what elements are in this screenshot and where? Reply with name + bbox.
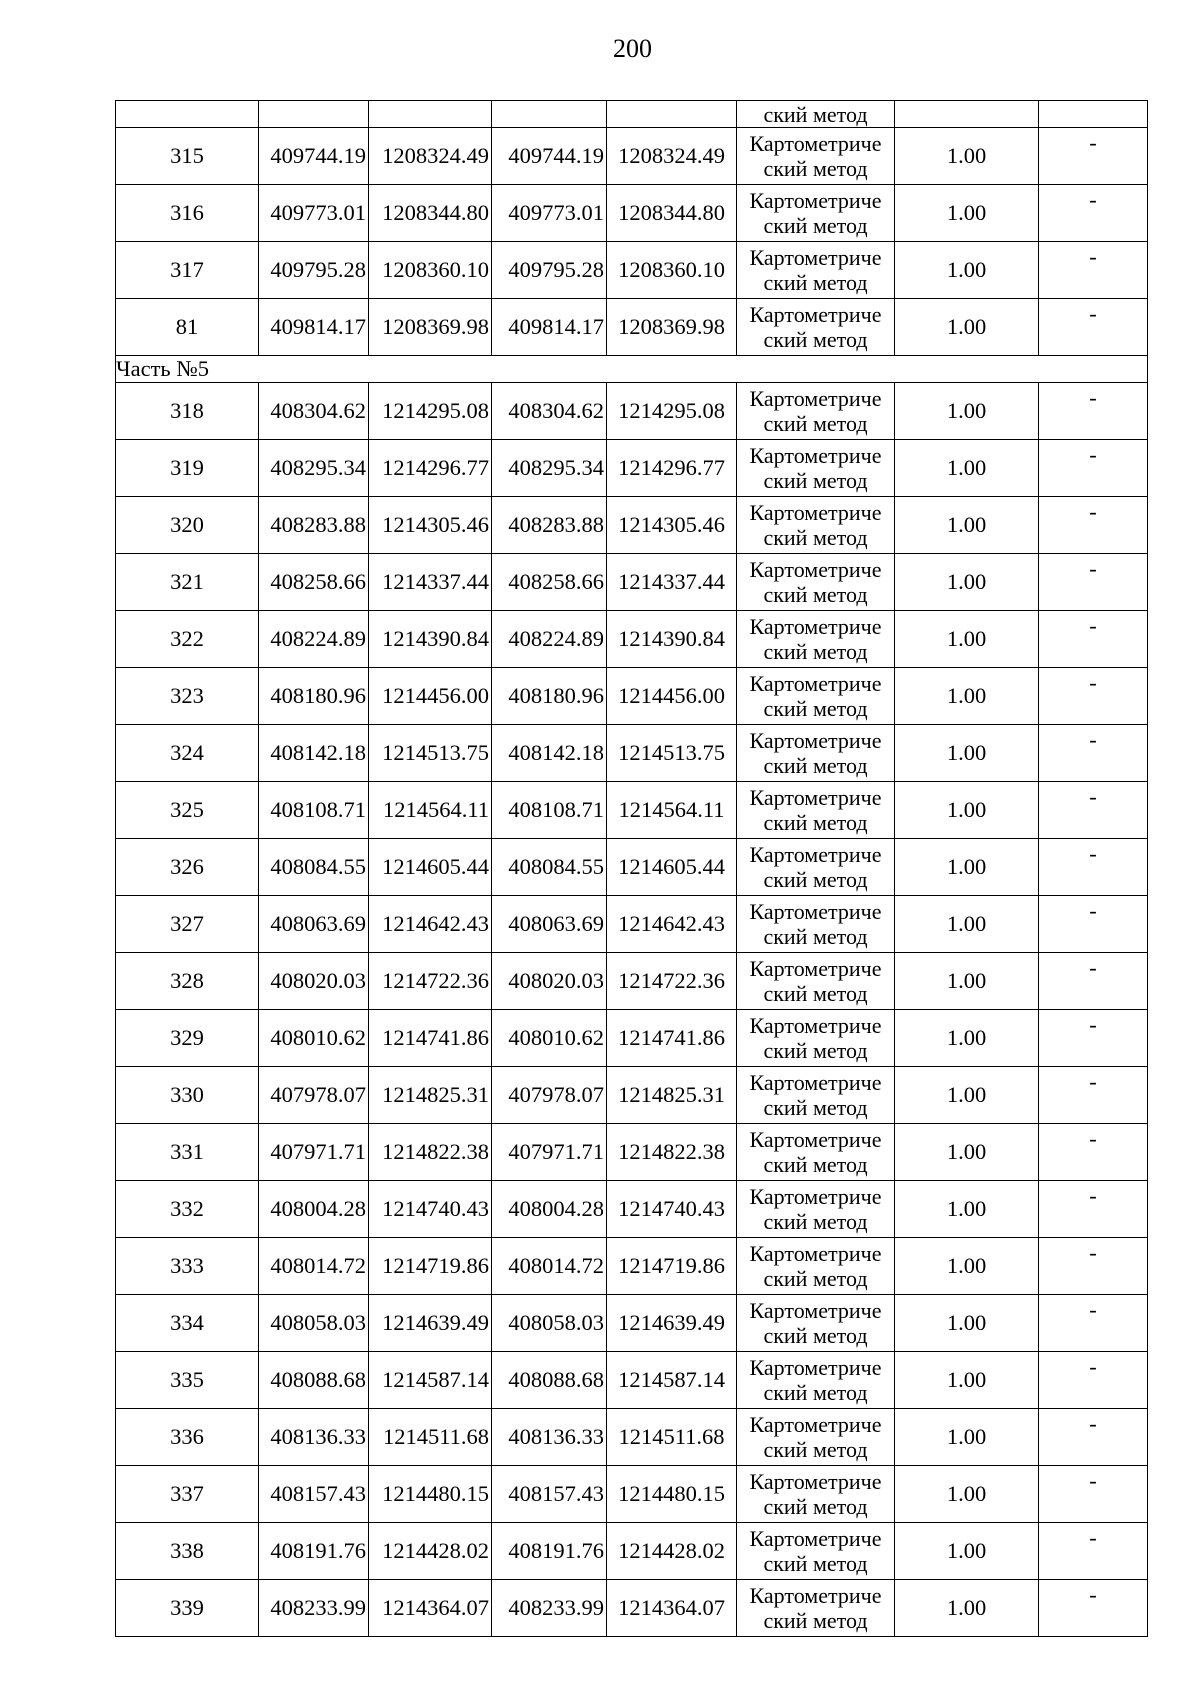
table-row — [116, 128, 1148, 185]
method-line-1: Картометриче — [749, 1298, 882, 1323]
y1-cell: 1214741.86 — [369, 1010, 492, 1067]
table-body — [116, 101, 1148, 1637]
note-cell: - — [1039, 1523, 1148, 1580]
point-number-cell: 321 — [116, 554, 259, 611]
x1-cell: 408020.03 — [259, 953, 369, 1010]
method-line-2: ский метод — [763, 1209, 868, 1234]
y2-cell: 1208324.49 — [607, 128, 737, 185]
x1-cell: 408304.62 — [259, 383, 369, 440]
accuracy-cell: 1.00 — [895, 668, 1039, 725]
method-line-1: Картометриче — [749, 1355, 882, 1380]
method-line-2: ский метод — [763, 1551, 868, 1576]
method-cell — [737, 128, 895, 185]
point-number-cell: 318 — [116, 383, 259, 440]
note-cell: - — [1039, 1295, 1148, 1352]
y2-cell: 1214390.84 — [607, 611, 737, 668]
y1-cell: 1214513.75 — [369, 725, 492, 782]
x1-cell: 408010.62 — [259, 1010, 369, 1067]
accuracy-cell: 1.00 — [895, 1295, 1039, 1352]
method-line-1: Картометриче — [749, 1127, 882, 1152]
method-line-2: ский метод — [763, 411, 868, 436]
point-number-cell: 334 — [116, 1295, 259, 1352]
x2-cell: 408136.33 — [492, 1409, 607, 1466]
x1-cell: 408283.88 — [259, 497, 369, 554]
table-row — [116, 440, 1148, 497]
note-cell: - — [1039, 1124, 1148, 1181]
method-cell — [737, 1067, 895, 1124]
continuation-row — [116, 101, 1148, 128]
method-line-1: Картометриче — [749, 188, 882, 213]
y2-cell: 1214722.36 — [607, 953, 737, 1010]
method-cell — [737, 1124, 895, 1181]
note-cell: - — [1039, 383, 1148, 440]
x1-cell: 408014.72 — [259, 1238, 369, 1295]
accuracy-cell: 1.00 — [895, 953, 1039, 1010]
x1-cell: 408084.55 — [259, 839, 369, 896]
y2-cell: 1214642.43 — [607, 896, 737, 953]
part-heading: Часть №5 — [116, 356, 1148, 383]
method-line-1: Картометриче — [749, 614, 882, 639]
x2-cell: 408088.68 — [492, 1352, 607, 1409]
accuracy-cell: 1.00 — [895, 242, 1039, 299]
table-row — [116, 896, 1148, 953]
method-cell — [737, 383, 895, 440]
point-number-cell: 326 — [116, 839, 259, 896]
method-cell — [737, 782, 895, 839]
method-line-2: ский метод — [763, 156, 868, 181]
method-cell — [737, 440, 895, 497]
method-cell — [737, 896, 895, 953]
method-line-1: Картометриче — [749, 671, 882, 696]
point-number-cell: 331 — [116, 1124, 259, 1181]
accuracy-cell: 1.00 — [895, 554, 1039, 611]
method-line-1: Картометриче — [749, 785, 882, 810]
note-cell: - — [1039, 440, 1148, 497]
note-cell: - — [1039, 668, 1148, 725]
method-cell — [737, 1295, 895, 1352]
accuracy-cell: 1.00 — [895, 1352, 1039, 1409]
accuracy-cell: 1.00 — [895, 611, 1039, 668]
method-line-2: ский метод — [763, 696, 868, 721]
method-line-1: Картометриче — [749, 1583, 882, 1608]
x2-cell: 408058.03 — [492, 1295, 607, 1352]
method-cell — [737, 497, 895, 554]
x2-cell: 408157.43 — [492, 1466, 607, 1523]
accuracy-cell: 1.00 — [895, 782, 1039, 839]
y1-cell: 1208369.98 — [369, 299, 492, 356]
point-number-cell: 329 — [116, 1010, 259, 1067]
point-number-cell: 338 — [116, 1523, 259, 1580]
note-cell: - — [1039, 1580, 1148, 1637]
method-line-2: ский метод — [763, 1437, 868, 1462]
x1-cell: 409744.19 — [259, 128, 369, 185]
x1-cell: 409795.28 — [259, 242, 369, 299]
y1-cell: 1214639.49 — [369, 1295, 492, 1352]
y1-cell: 1214480.15 — [369, 1466, 492, 1523]
note-cell: - — [1039, 1067, 1148, 1124]
table-row — [116, 1466, 1148, 1523]
y2-cell: 1214513.75 — [607, 725, 737, 782]
accuracy-cell: 1.00 — [895, 1181, 1039, 1238]
x1-cell: 408191.76 — [259, 1523, 369, 1580]
point-number-cell: 332 — [116, 1181, 259, 1238]
x1-cell: 407971.71 — [259, 1124, 369, 1181]
point-number-cell: 328 — [116, 953, 259, 1010]
x2-cell: 408233.99 — [492, 1580, 607, 1637]
point-number-cell: 333 — [116, 1238, 259, 1295]
method-line-1: Картометриче — [749, 728, 882, 753]
x2-cell: 408191.76 — [492, 1523, 607, 1580]
y1-cell: 1214511.68 — [369, 1409, 492, 1466]
point-number-cell: 322 — [116, 611, 259, 668]
y2-cell: 1214305.46 — [607, 497, 737, 554]
point-number-cell: 315 — [116, 128, 259, 185]
method-line-2: ский метод — [763, 924, 868, 949]
note-cell: - — [1039, 611, 1148, 668]
method-cell — [737, 185, 895, 242]
x2-cell: 408020.03 — [492, 953, 607, 1010]
method-line-1: Картометриче — [749, 899, 882, 924]
y2-cell: 1214337.44 — [607, 554, 737, 611]
method-line-1: Картометриче — [749, 1412, 882, 1437]
note-cell: - — [1039, 1466, 1148, 1523]
x2-cell: 408258.66 — [492, 554, 607, 611]
accuracy-cell: 1.00 — [895, 299, 1039, 356]
accuracy-cell: 1.00 — [895, 1238, 1039, 1295]
table-row — [116, 1067, 1148, 1124]
point-number-cell: 330 — [116, 1067, 259, 1124]
accuracy-cell: 1.00 — [895, 839, 1039, 896]
point-number-cell: 339 — [116, 1580, 259, 1637]
table-row — [116, 1409, 1148, 1466]
method-line-2: ский метод — [763, 1380, 868, 1405]
y2-cell: 1214719.86 — [607, 1238, 737, 1295]
y1-cell: 1214305.46 — [369, 497, 492, 554]
y2-cell: 1214364.07 — [607, 1580, 737, 1637]
y1-cell: 1214564.11 — [369, 782, 492, 839]
y1-cell: 1214822.38 — [369, 1124, 492, 1181]
method-line-2: ский метод — [763, 213, 868, 238]
method-line-2: ский метод — [763, 753, 868, 778]
point-number-cell: 81 — [116, 299, 259, 356]
x2-cell: 408304.62 — [492, 383, 607, 440]
x2-cell: 409744.19 — [492, 128, 607, 185]
y2-cell: 1214296.77 — [607, 440, 737, 497]
table-row — [116, 668, 1148, 725]
method-line-2: ский метод — [763, 981, 868, 1006]
method-line-1: Картометриче — [749, 1241, 882, 1266]
y1-cell: 1214825.31 — [369, 1067, 492, 1124]
y2-cell: 1214639.49 — [607, 1295, 737, 1352]
method-tail-cell: ский метод — [737, 101, 895, 128]
y2-cell: 1214605.44 — [607, 839, 737, 896]
method-line-2: ский метод — [763, 270, 868, 295]
accuracy-cell: 1.00 — [895, 1124, 1039, 1181]
y2-cell: 1214564.11 — [607, 782, 737, 839]
table-row — [116, 1238, 1148, 1295]
method-cell — [737, 299, 895, 356]
method-line-2: ский метод — [763, 468, 868, 493]
method-line-2: ский метод — [763, 582, 868, 607]
point-number-cell: 323 — [116, 668, 259, 725]
y2-cell: 1214825.31 — [607, 1067, 737, 1124]
x2-cell: 408004.28 — [492, 1181, 607, 1238]
x1-cell: 408258.66 — [259, 554, 369, 611]
method-line-1: Картометриче — [749, 386, 882, 411]
accuracy-cell: 1.00 — [895, 1523, 1039, 1580]
note-cell: - — [1039, 554, 1148, 611]
y2-cell: 1214480.15 — [607, 1466, 737, 1523]
x1-cell: 408088.68 — [259, 1352, 369, 1409]
y1-cell: 1214719.86 — [369, 1238, 492, 1295]
method-cell — [737, 725, 895, 782]
x1-cell: 408224.89 — [259, 611, 369, 668]
table-row — [116, 299, 1148, 356]
y2-cell: 1214511.68 — [607, 1409, 737, 1466]
table-row — [116, 1295, 1148, 1352]
y2-cell: 1214295.08 — [607, 383, 737, 440]
note-cell: - — [1039, 1238, 1148, 1295]
method-line-1: Картометриче — [749, 842, 882, 867]
point-number-cell: 337 — [116, 1466, 259, 1523]
y1-cell: 1214337.44 — [369, 554, 492, 611]
method-line-1: Картометриче — [749, 1013, 882, 1038]
method-line-2: ский метод — [763, 1608, 868, 1633]
x2-cell: 408108.71 — [492, 782, 607, 839]
y2-cell: 1208360.10 — [607, 242, 737, 299]
y1-cell: 1214390.84 — [369, 611, 492, 668]
y2-cell: 1214741.86 — [607, 1010, 737, 1067]
table-row — [116, 953, 1148, 1010]
note-cell: - — [1039, 497, 1148, 554]
y1-cell: 1214364.07 — [369, 1580, 492, 1637]
table-row — [116, 1580, 1148, 1637]
method-cell — [737, 839, 895, 896]
method-line-1: Картометриче — [749, 1070, 882, 1095]
y1-cell: 1214605.44 — [369, 839, 492, 896]
method-line-1: Картометриче — [749, 245, 882, 270]
table-row — [116, 383, 1148, 440]
x2-cell: 408063.69 — [492, 896, 607, 953]
method-line-1: Картометриче — [749, 443, 882, 468]
x1-cell: 408058.03 — [259, 1295, 369, 1352]
note-cell: - — [1039, 725, 1148, 782]
method-line-2: ский метод — [763, 1152, 868, 1177]
method-line-1: Картометриче — [749, 302, 882, 327]
method-line-2: ский метод — [763, 1494, 868, 1519]
method-cell — [737, 1181, 895, 1238]
method-cell — [737, 554, 895, 611]
point-number-cell: 316 — [116, 185, 259, 242]
table-row — [116, 725, 1148, 782]
accuracy-cell: 1.00 — [895, 896, 1039, 953]
y1-cell: 1214722.36 — [369, 953, 492, 1010]
method-line-2: ский метод — [763, 1038, 868, 1063]
method-cell — [737, 1352, 895, 1409]
y1-cell: 1214587.14 — [369, 1352, 492, 1409]
y2-cell: 1214822.38 — [607, 1124, 737, 1181]
method-cell — [737, 1238, 895, 1295]
point-number-cell: 327 — [116, 896, 259, 953]
accuracy-cell: 1.00 — [895, 440, 1039, 497]
x2-cell: 408180.96 — [492, 668, 607, 725]
x1-cell: 408233.99 — [259, 1580, 369, 1637]
table-row — [116, 1523, 1148, 1580]
note-cell: - — [1039, 242, 1148, 299]
note-cell: - — [1039, 896, 1148, 953]
method-line-2: ский метод — [763, 810, 868, 835]
x2-cell: 408010.62 — [492, 1010, 607, 1067]
page-number: 200 — [613, 34, 652, 63]
x1-cell: 408142.18 — [259, 725, 369, 782]
x2-cell: 409814.17 — [492, 299, 607, 356]
accuracy-cell: 1.00 — [895, 383, 1039, 440]
method-line-1: Картометриче — [749, 557, 882, 582]
note-cell: - — [1039, 839, 1148, 896]
accuracy-cell: 1.00 — [895, 1580, 1039, 1637]
x2-cell: 408084.55 — [492, 839, 607, 896]
point-number-cell: 336 — [116, 1409, 259, 1466]
x1-cell: 409814.17 — [259, 299, 369, 356]
method-line-2: ский метод — [763, 1095, 868, 1120]
table-row — [116, 185, 1148, 242]
x1-cell: 408063.69 — [259, 896, 369, 953]
method-line-1: Картометриче — [749, 1184, 882, 1209]
accuracy-cell: 1.00 — [895, 725, 1039, 782]
x2-cell: 408224.89 — [492, 611, 607, 668]
note-cell: - — [1039, 953, 1148, 1010]
x2-cell: 407978.07 — [492, 1067, 607, 1124]
note-cell: - — [1039, 299, 1148, 356]
y1-cell: 1214456.00 — [369, 668, 492, 725]
accuracy-cell: 1.00 — [895, 128, 1039, 185]
y1-cell: 1208324.49 — [369, 128, 492, 185]
y2-cell: 1214587.14 — [607, 1352, 737, 1409]
x1-cell: 408136.33 — [259, 1409, 369, 1466]
note-cell: - — [1039, 1181, 1148, 1238]
note-cell: - — [1039, 185, 1148, 242]
accuracy-cell: 1.00 — [895, 1409, 1039, 1466]
y2-cell: 1214456.00 — [607, 668, 737, 725]
point-number-cell: 325 — [116, 782, 259, 839]
table-row — [116, 839, 1148, 896]
x1-cell: 409773.01 — [259, 185, 369, 242]
y1-cell: 1208360.10 — [369, 242, 492, 299]
table-row — [116, 611, 1148, 668]
method-cell — [737, 1466, 895, 1523]
note-cell: - — [1039, 128, 1148, 185]
accuracy-cell: 1.00 — [895, 1466, 1039, 1523]
method-line-1: Картометриче — [749, 1526, 882, 1551]
table-row — [116, 497, 1148, 554]
coordinates-table — [115, 100, 1148, 1637]
method-line-2: ский метод — [763, 525, 868, 550]
note-cell: - — [1039, 1352, 1148, 1409]
y2-cell: 1214428.02 — [607, 1523, 737, 1580]
method-line-2: ский метод — [763, 327, 868, 352]
table-row — [116, 1352, 1148, 1409]
note-cell: - — [1039, 1010, 1148, 1067]
accuracy-cell: 1.00 — [895, 497, 1039, 554]
table-row — [116, 1010, 1148, 1067]
x2-cell: 409795.28 — [492, 242, 607, 299]
y1-cell: 1214428.02 — [369, 1523, 492, 1580]
table-row — [116, 782, 1148, 839]
x2-cell: 408295.34 — [492, 440, 607, 497]
x1-cell: 408157.43 — [259, 1466, 369, 1523]
method-cell — [737, 953, 895, 1010]
table-row — [116, 242, 1148, 299]
point-number-cell: 319 — [116, 440, 259, 497]
y1-cell: 1214642.43 — [369, 896, 492, 953]
x1-cell: 407978.07 — [259, 1067, 369, 1124]
method-cell — [737, 1523, 895, 1580]
note-cell: - — [1039, 782, 1148, 839]
x1-cell: 408180.96 — [259, 668, 369, 725]
method-cell — [737, 1580, 895, 1637]
accuracy-cell: 1.00 — [895, 185, 1039, 242]
point-number-cell: 324 — [116, 725, 259, 782]
x2-cell: 408142.18 — [492, 725, 607, 782]
y1-cell: 1214296.77 — [369, 440, 492, 497]
y1-cell: 1214295.08 — [369, 383, 492, 440]
x2-cell: 408014.72 — [492, 1238, 607, 1295]
method-line-2: ский метод — [763, 867, 868, 892]
y1-cell: 1214740.43 — [369, 1181, 492, 1238]
method-cell — [737, 611, 895, 668]
method-cell — [737, 1010, 895, 1067]
y2-cell: 1208344.80 — [607, 185, 737, 242]
x2-cell: 407971.71 — [492, 1124, 607, 1181]
y2-cell: 1214740.43 — [607, 1181, 737, 1238]
x2-cell: 409773.01 — [492, 185, 607, 242]
method-line-1: Картометриче — [749, 1469, 882, 1494]
method-cell — [737, 242, 895, 299]
accuracy-cell: 1.00 — [895, 1067, 1039, 1124]
table-row — [116, 554, 1148, 611]
accuracy-cell: 1.00 — [895, 1010, 1039, 1067]
method-line-1: Картометриче — [749, 131, 882, 156]
method-line-2: ский метод — [763, 639, 868, 664]
y1-cell: 1208344.80 — [369, 185, 492, 242]
x1-cell: 408108.71 — [259, 782, 369, 839]
x1-cell: 408004.28 — [259, 1181, 369, 1238]
x1-cell: 408295.34 — [259, 440, 369, 497]
y2-cell: 1208369.98 — [607, 299, 737, 356]
method-line-1: Картометриче — [749, 500, 882, 525]
x2-cell: 408283.88 — [492, 497, 607, 554]
note-cell: - — [1039, 1409, 1148, 1466]
method-line-2: ский метод — [763, 1323, 868, 1348]
point-number-cell: 320 — [116, 497, 259, 554]
part-heading-row — [116, 356, 1148, 383]
method-cell — [737, 668, 895, 725]
table-row — [116, 1124, 1148, 1181]
method-line-2: ский метод — [763, 1266, 868, 1291]
table-row — [116, 1181, 1148, 1238]
point-number-cell: 335 — [116, 1352, 259, 1409]
method-line-1: Картометриче — [749, 956, 882, 981]
point-number-cell: 317 — [116, 242, 259, 299]
method-cell — [737, 1409, 895, 1466]
